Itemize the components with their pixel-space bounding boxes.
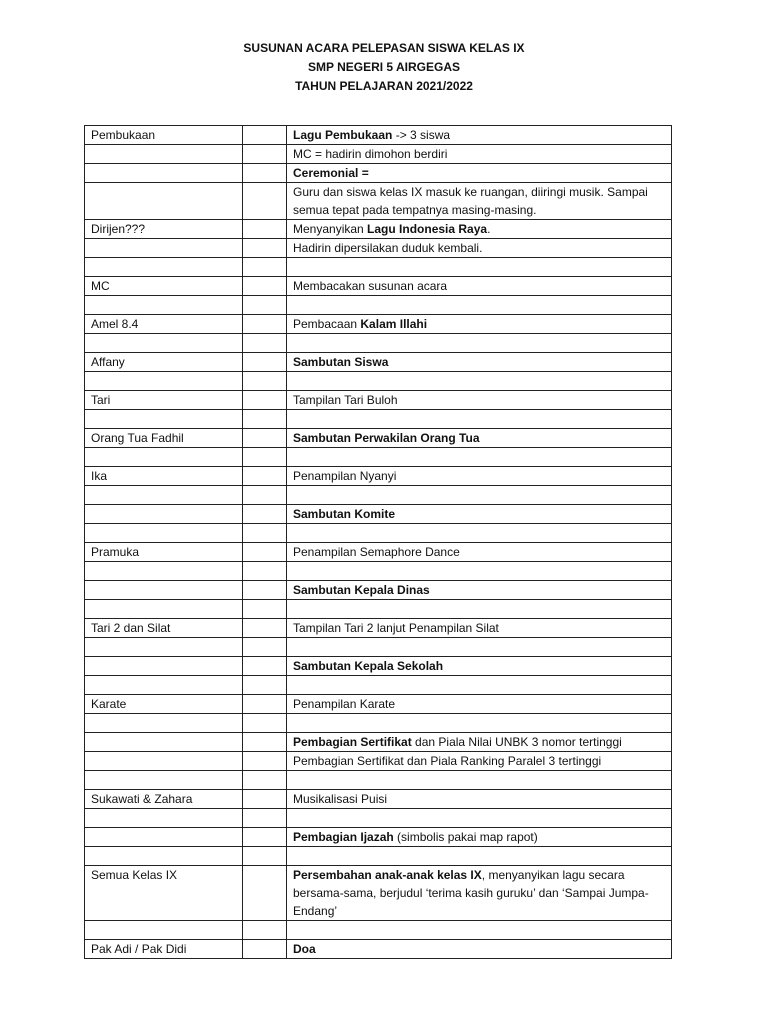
activity-bold-text: Sambutan Komite xyxy=(293,507,396,521)
schedule-row xyxy=(85,600,672,619)
spacer-cell xyxy=(243,524,287,543)
activity-cell xyxy=(287,866,672,921)
schedule-row xyxy=(85,334,672,353)
schedule-row xyxy=(85,866,672,921)
schedule-row xyxy=(85,391,672,410)
activity-text: (simbolis pakai map rapot) xyxy=(393,830,538,844)
activity-bold-text: Pembagian Ijazah xyxy=(293,830,394,844)
activity-cell xyxy=(287,315,672,334)
schedule-row xyxy=(85,657,672,676)
spacer-cell xyxy=(243,543,287,562)
spacer-cell xyxy=(243,809,287,828)
schedule-row xyxy=(85,220,672,239)
schedule-row xyxy=(85,164,672,183)
activity-bold-text: Doa xyxy=(293,942,316,956)
schedule-row xyxy=(85,296,672,315)
performer-cell: Semua Kelas IX xyxy=(85,866,243,921)
performer-cell xyxy=(85,372,243,391)
performer-cell xyxy=(85,809,243,828)
schedule-row xyxy=(85,353,672,372)
schedule-row xyxy=(85,543,672,562)
spacer-cell xyxy=(243,600,287,619)
spacer-cell xyxy=(243,486,287,505)
spacer-cell xyxy=(243,258,287,277)
activity-cell xyxy=(287,940,672,959)
activity-cell xyxy=(287,581,672,600)
activity-text: Hadirin dipersilakan duduk kembali. xyxy=(293,241,483,255)
spacer-cell xyxy=(243,790,287,809)
activity-text: Penampilan Karate xyxy=(293,697,396,711)
activity-bold-text: Sambutan Siswa xyxy=(293,355,389,369)
spacer-cell xyxy=(243,296,287,315)
spacer-cell xyxy=(243,771,287,790)
activity-cell xyxy=(287,372,672,391)
activity-cell xyxy=(287,524,672,543)
activity-text: Tampilan Tari Buloh xyxy=(293,393,398,407)
performer-cell xyxy=(85,505,243,524)
performer-cell: Pramuka xyxy=(85,543,243,562)
performer-cell xyxy=(85,562,243,581)
activity-cell xyxy=(287,847,672,866)
performer-cell xyxy=(85,921,243,940)
activity-cell xyxy=(287,429,672,448)
performer-cell: MC xyxy=(85,277,243,296)
performer-cell: Dirijen??? xyxy=(85,220,243,239)
activity-cell xyxy=(287,448,672,467)
activity-text: . xyxy=(487,222,491,236)
activity-bold-text: Sambutan Perwakilan Orang Tua xyxy=(293,431,480,445)
activity-text: dan Piala Nilai UNBK 3 nomor tertinggi xyxy=(411,735,622,749)
activity-cell xyxy=(287,676,672,695)
schedule-row xyxy=(85,809,672,828)
activity-text: Musikalisasi Puisi xyxy=(293,792,388,806)
performer-cell xyxy=(85,183,243,220)
activity-cell xyxy=(287,562,672,581)
schedule-body xyxy=(85,126,672,959)
performer-cell xyxy=(85,752,243,771)
performer-cell xyxy=(85,638,243,657)
schedule-row xyxy=(85,524,672,543)
activity-cell xyxy=(287,828,672,847)
activity-cell xyxy=(287,258,672,277)
activity-bold-text: Persembahan anak-anak kelas IX xyxy=(293,868,482,882)
spacer-cell xyxy=(243,220,287,239)
schedule-row xyxy=(85,486,672,505)
activity-cell xyxy=(287,486,672,505)
schedule-row xyxy=(85,277,672,296)
schedule-row xyxy=(85,619,672,638)
performer-cell xyxy=(85,847,243,866)
activity-cell xyxy=(287,638,672,657)
schedule-row xyxy=(85,940,672,959)
performer-cell: Affany xyxy=(85,353,243,372)
schedule-row xyxy=(85,315,672,334)
schedule-row xyxy=(85,126,672,145)
schedule-row xyxy=(85,467,672,486)
performer-cell xyxy=(85,657,243,676)
activity-text: Pembacaan xyxy=(293,317,361,331)
activity-cell xyxy=(287,145,672,164)
schedule-row xyxy=(85,733,672,752)
spacer-cell xyxy=(243,429,287,448)
performer-cell xyxy=(85,410,243,429)
activity-text: Guru dan siswa kelas IX masuk ke ruangan, diiringi musik. Sampai semua tepat pada tempatnya masing-masing. xyxy=(293,185,648,217)
performer-cell xyxy=(85,524,243,543)
activity-cell xyxy=(287,467,672,486)
spacer-cell xyxy=(243,676,287,695)
spacer-cell xyxy=(243,164,287,183)
schedule-row xyxy=(85,828,672,847)
spacer-cell xyxy=(243,315,287,334)
spacer-cell xyxy=(243,505,287,524)
activity-cell xyxy=(287,771,672,790)
spacer-cell xyxy=(243,752,287,771)
activity-text: -> 3 siswa xyxy=(392,128,451,142)
activity-cell xyxy=(287,619,672,638)
spacer-cell xyxy=(243,467,287,486)
performer-cell: Tari 2 dan Silat xyxy=(85,619,243,638)
schedule-row xyxy=(85,695,672,714)
school-name: SMP NEGERI 5 AIRGEGAS xyxy=(307,60,461,74)
activity-text: , menyanyikan lagu secara bersama-sama, berjudul ‘terima kasih guruku’ dan ‘Sampai Jumpa-Endang’ xyxy=(293,868,649,918)
spacer-cell xyxy=(243,410,287,429)
performer-cell xyxy=(85,145,243,164)
document-header xyxy=(0,39,768,96)
spacer-cell xyxy=(243,239,287,258)
performer-cell xyxy=(85,164,243,183)
performer-cell xyxy=(85,676,243,695)
schedule-row xyxy=(85,714,672,733)
activity-text: Tampilan Tari 2 lanjut Penampilan Silat xyxy=(293,621,499,635)
spacer-cell xyxy=(243,619,287,638)
activity-cell xyxy=(287,277,672,296)
performer-cell: Orang Tua Fadhil xyxy=(85,429,243,448)
performer-cell xyxy=(85,714,243,733)
activity-cell xyxy=(287,239,672,258)
spacer-cell xyxy=(243,581,287,600)
activity-cell xyxy=(287,505,672,524)
activity-cell xyxy=(287,657,672,676)
schedule-row xyxy=(85,183,672,220)
spacer-cell xyxy=(243,695,287,714)
activity-cell xyxy=(287,334,672,353)
activity-cell xyxy=(287,752,672,771)
activity-cell xyxy=(287,600,672,619)
spacer-cell xyxy=(243,940,287,959)
schedule-row xyxy=(85,372,672,391)
schedule-row xyxy=(85,790,672,809)
activity-bold-text: Ceremonial = xyxy=(293,166,369,180)
activity-text: Pembagian Sertifikat dan Piala Ranking Paralel 3 tertinggi xyxy=(293,754,602,768)
activity-bold-text: Lagu Pembukaan xyxy=(293,128,393,142)
activity-cell xyxy=(287,921,672,940)
performer-cell xyxy=(85,771,243,790)
spacer-cell xyxy=(243,562,287,581)
activity-text: Membacakan susunan acara xyxy=(293,279,448,293)
activity-cell xyxy=(287,714,672,733)
spacer-cell xyxy=(243,145,287,164)
activity-cell xyxy=(287,220,672,239)
performer-cell: Sukawati & Zahara xyxy=(85,790,243,809)
spacer-cell xyxy=(243,733,287,752)
schedule-row xyxy=(85,638,672,657)
activity-cell xyxy=(287,410,672,429)
activity-text: Penampilan Nyanyi xyxy=(293,469,397,483)
schedule-row xyxy=(85,258,672,277)
performer-cell xyxy=(85,828,243,847)
schedule-row xyxy=(85,448,672,467)
activity-text: Menyanyikan xyxy=(293,222,368,236)
spacer-cell xyxy=(243,448,287,467)
performer-cell: Pembukaan xyxy=(85,126,243,145)
performer-cell xyxy=(85,733,243,752)
activity-text: Penampilan Semaphore Dance xyxy=(293,545,460,559)
schedule-table xyxy=(84,125,672,959)
spacer-cell xyxy=(243,714,287,733)
performer-cell: Ika xyxy=(85,467,243,486)
spacer-cell xyxy=(243,638,287,657)
spacer-cell xyxy=(243,657,287,676)
spacer-cell xyxy=(243,391,287,410)
performer-cell xyxy=(85,486,243,505)
activity-cell xyxy=(287,353,672,372)
schedule-row xyxy=(85,239,672,258)
activity-cell xyxy=(287,391,672,410)
activity-bold-text: Sambutan Kepala Sekolah xyxy=(293,659,444,673)
spacer-cell xyxy=(243,828,287,847)
activity-bold-text: Lagu Indonesia Raya xyxy=(367,222,488,236)
performer-cell xyxy=(85,334,243,353)
spacer-cell xyxy=(243,334,287,353)
spacer-cell xyxy=(243,126,287,145)
academic-year: TAHUN PELAJARAN 2021/2022 xyxy=(295,79,473,93)
activity-cell xyxy=(287,296,672,315)
spacer-cell xyxy=(243,866,287,921)
document-title: SUSUNAN ACARA PELEPASAN SISWA KELAS IX xyxy=(243,41,525,55)
spacer-cell xyxy=(243,372,287,391)
performer-cell: Tari xyxy=(85,391,243,410)
schedule-row xyxy=(85,847,672,866)
activity-bold-text: Sambutan Kepala Dinas xyxy=(293,583,430,597)
performer-cell xyxy=(85,296,243,315)
schedule-row xyxy=(85,771,672,790)
schedule-row xyxy=(85,752,672,771)
performer-cell xyxy=(85,600,243,619)
activity-cell xyxy=(287,809,672,828)
spacer-cell xyxy=(243,183,287,220)
activity-cell xyxy=(287,164,672,183)
activity-cell xyxy=(287,126,672,145)
activity-bold-text: Pembagian Sertifikat xyxy=(293,735,412,749)
performer-cell xyxy=(85,581,243,600)
schedule-row xyxy=(85,581,672,600)
spacer-cell xyxy=(243,921,287,940)
activity-bold-text: Kalam Illahi xyxy=(360,317,428,331)
performer-cell xyxy=(85,239,243,258)
performer-cell: Pak Adi / Pak Didi xyxy=(85,940,243,959)
activity-cell xyxy=(287,543,672,562)
activity-text: MC = hadirin dimohon berdiri xyxy=(293,147,448,161)
performer-cell xyxy=(85,258,243,277)
schedule-row xyxy=(85,429,672,448)
activity-cell xyxy=(287,790,672,809)
performer-cell xyxy=(85,448,243,467)
schedule-row xyxy=(85,562,672,581)
activity-cell xyxy=(287,695,672,714)
performer-cell: Karate xyxy=(85,695,243,714)
schedule-row xyxy=(85,410,672,429)
spacer-cell xyxy=(243,353,287,372)
schedule-row xyxy=(85,921,672,940)
schedule-row xyxy=(85,676,672,695)
activity-cell xyxy=(287,183,672,220)
schedule-row xyxy=(85,145,672,164)
schedule-row xyxy=(85,505,672,524)
activity-cell xyxy=(287,733,672,752)
spacer-cell xyxy=(243,277,287,296)
spacer-cell xyxy=(243,847,287,866)
performer-cell: Amel 8.4 xyxy=(85,315,243,334)
